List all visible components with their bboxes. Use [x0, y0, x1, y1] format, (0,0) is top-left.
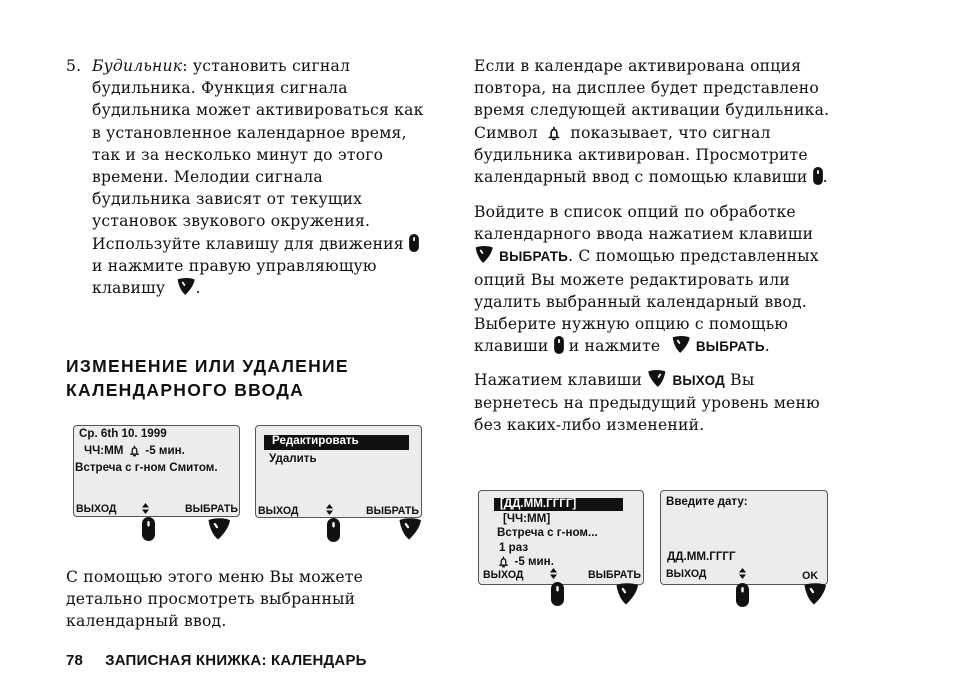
scroll-key-icon: [327, 518, 340, 542]
alarm-paragraph: 5. Будильник: установить сигнал будильника. Функция сигнала будильника может активироваться как в установленное календарное время, так и за несколько минут до этого времени. Мелодии сигнала будильника зависят от текущих установок звукового окружения. Используйте клавишу для движения и нажмите правую управляющую клавишу .: [66, 57, 424, 298]
scroll-arrows-icon: [550, 568, 557, 579]
exit-softkey-label: ВЫХОД: [483, 569, 524, 581]
date-field[interactable]: [ДД.ММ.ГГГГ]: [494, 498, 623, 511]
exit-softkey-label: ВЫХОД: [258, 505, 299, 517]
alarm-bell-icon: [499, 556, 508, 568]
phone-screen-enter-date: [660, 490, 828, 585]
right-softkey-icon: [397, 517, 423, 541]
menu-description: С помощью этого меню Вы можете детально просмотреть выбранный календарный ввод.: [66, 568, 364, 631]
options-paragraph: Войдите в список опций по обработке календарного ввода нажатием клавиши ВЫБРАТЬ. С помощью представленных опций Вы можете редактировать или удалить выбранный календарный ввод. Выберите нужную опцию с помощью клавиши и нажмите ВЫБРАТЬ.: [474, 203, 819, 356]
right-softkey-icon: [206, 517, 232, 541]
right-softkey-icon: [614, 582, 640, 606]
select-softkey-label: ВЫБРАТЬ: [588, 569, 641, 581]
menu-item-delete[interactable]: Удалить: [269, 452, 317, 465]
page-footer: [66, 652, 389, 669]
scroll-key-icon: [554, 336, 564, 354]
select-softkey-label: ВЫБРАТЬ: [185, 503, 238, 515]
alarm-bell-icon: [548, 126, 560, 141]
scroll-key-icon: [813, 167, 823, 185]
chapter-title: ЗАПИСНАЯ КНИЖКА: КАЛЕНДАРЬ: [105, 652, 367, 669]
scroll-arrows-icon: [739, 568, 746, 579]
scroll-key-icon: [142, 517, 155, 541]
prompt-text: Введите дату:: [666, 495, 748, 508]
left-softkey-icon: [647, 369, 667, 388]
phone-screen-edit-entry: [478, 490, 644, 585]
alarm-bell-icon: [130, 445, 139, 457]
repeat-paragraph: Если в календаре активирована опция повтора, на дисплее будет представлено время следующей активации будильника. Символ показывает, что сигнал будильника активирован. Просмотрите календарный ввод с помощью клавиши .: [474, 57, 830, 187]
date-input[interactable]: ДД.ММ.ГГГГ: [667, 550, 736, 563]
subject-field[interactable]: Встреча с г-ном...: [497, 526, 598, 539]
right-softkey-icon: [176, 277, 196, 296]
page-number: 78: [66, 652, 84, 669]
right-softkey-icon: [802, 582, 828, 606]
right-softkey-icon: [671, 335, 691, 354]
phone-screen-options-menu: [255, 425, 422, 518]
item-number: 5.: [66, 57, 82, 75]
scroll-arrows-icon: [326, 504, 333, 515]
scroll-arrows-icon: [142, 503, 149, 514]
time-field[interactable]: [ЧЧ:ММ]: [503, 512, 551, 525]
phone-screen-entry-details: Ср. 6th 10. 1999 ЧЧ:ММ -5 мин. Встреча с г-ном Смитом. ВЫХОД ВЫБРАТЬ: [75, 427, 238, 515]
ok-softkey-label: OK: [802, 570, 818, 582]
exit-paragraph: Нажатием клавиши ВЫХОД Вы вернетесь на предыдущий уровень меню без каких-либо изменений.: [474, 371, 820, 435]
section-heading: ИЗМЕНЕНИЕ ИЛИ УДАЛЕНИЕ КАЛЕНДАРНОГО ВВОДА: [66, 356, 349, 400]
repeat-field[interactable]: 1 раз: [499, 541, 529, 554]
right-softkey-icon: [474, 245, 494, 264]
scroll-key-icon: [409, 234, 419, 252]
menu-item-edit[interactable]: Редактировать: [264, 435, 409, 450]
scroll-key-icon: [551, 582, 564, 606]
alarm-field[interactable]: -5 мин.: [499, 555, 554, 568]
scroll-key-icon: [736, 583, 749, 607]
alarm-term: Будильник: [92, 57, 183, 75]
exit-softkey-label: ВЫХОД: [76, 503, 117, 515]
select-softkey-label: ВЫБРАТЬ: [366, 505, 419, 517]
exit-softkey-label: ВЫХОД: [666, 568, 707, 580]
